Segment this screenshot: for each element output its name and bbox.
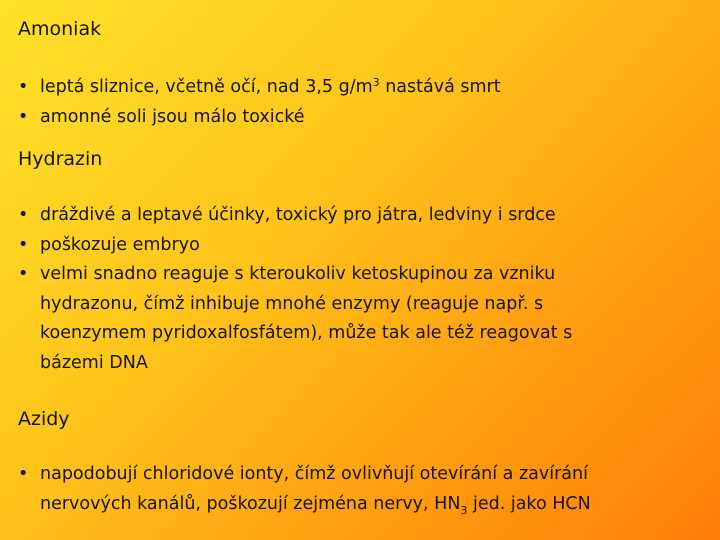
- heading-azidy: Azidy: [18, 408, 70, 430]
- list-item-text: napodobují chloridové ionty, čímž ovlivňují otevírání a zavírání: [40, 464, 588, 484]
- list-item: [18, 103, 708, 133]
- subscript: 3: [460, 503, 468, 517]
- list-item-text-tail: jed. jako HCN: [467, 493, 591, 514]
- hydrazin-list: [18, 201, 708, 378]
- list-item-text-tail: nastává smrt: [379, 77, 501, 97]
- list-item-text: koenzymem pyridoxalfosfátem), může tak ale též reagovat s: [40, 323, 573, 343]
- heading-hydrazin: Hydrazin: [18, 148, 103, 170]
- bullet-icon: •: [18, 234, 29, 255]
- list-item: [18, 231, 708, 261]
- list-item-text: leptá sliznice, včetně očí, nad 3,5 g/m: [40, 77, 373, 97]
- list-item: [18, 73, 708, 103]
- list-item: [18, 260, 708, 378]
- list-item-text: bázemi DNA: [40, 352, 148, 373]
- list-item-text: amonné soli jsou málo toxické: [40, 106, 305, 127]
- bullet-icon: •: [18, 464, 29, 484]
- heading-amoniak: Amoniak: [18, 18, 102, 40]
- bullet-icon: •: [18, 106, 29, 127]
- list-item-text: poškozuje embryo: [40, 234, 200, 255]
- azidy-list: [18, 460, 708, 519]
- list-item-text: velmi snadno reaguje s kteroukoliv ketoskupinou za vzniku: [40, 264, 556, 284]
- superscript: 3: [372, 76, 380, 89]
- list-item-text: nervových kanálů, poškozují zejména nervy, HN: [40, 493, 461, 514]
- list-item: [18, 460, 708, 519]
- bullet-icon: •: [18, 77, 29, 97]
- list-item-text: dráždivé a leptavé účinky, toxický pro játra, ledviny i srdce: [40, 205, 556, 225]
- list-item-text: hydrazonu, čímž inhibuje mnohé enzymy (reaguje např. s: [40, 293, 544, 314]
- bullet-icon: •: [18, 205, 29, 225]
- bullet-icon: •: [18, 264, 29, 284]
- list-item: [18, 201, 708, 231]
- amoniak-list: [18, 73, 708, 132]
